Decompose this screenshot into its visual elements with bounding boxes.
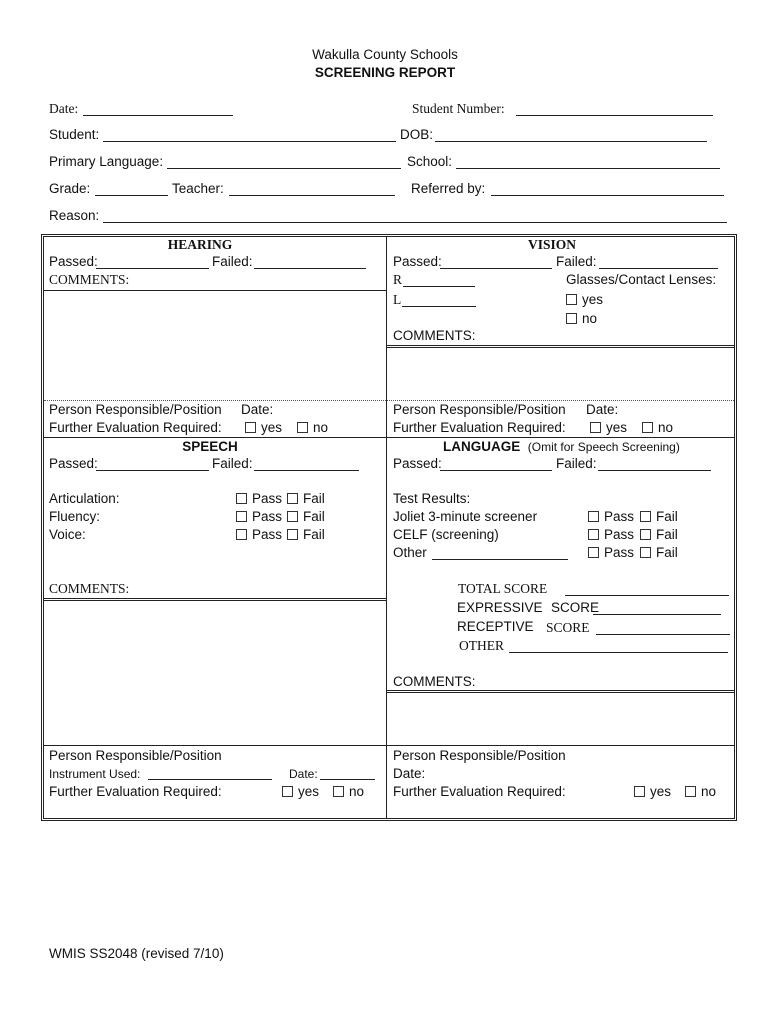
voice-pass-checkbox[interactable] bbox=[236, 529, 247, 540]
speech-item-fluency: Fluency: bbox=[49, 509, 101, 524]
vision-yes-label: yes bbox=[606, 420, 628, 435]
other-score-field[interactable] bbox=[509, 652, 728, 653]
speech-date-label: Date: bbox=[289, 767, 318, 781]
speech-yes-checkbox[interactable] bbox=[282, 786, 293, 797]
vision-no-checkbox[interactable] bbox=[642, 422, 653, 433]
reason-field[interactable] bbox=[103, 222, 727, 223]
other-score-label: OTHER bbox=[459, 638, 504, 653]
celf-fail-checkbox[interactable] bbox=[640, 529, 651, 540]
fail-label: Fail bbox=[303, 509, 325, 524]
language-title: LANGUAGE bbox=[443, 439, 521, 454]
pass-label: Pass bbox=[604, 509, 635, 524]
other-pass[interactable] bbox=[588, 545, 634, 561]
language-further-yes[interactable] bbox=[634, 784, 671, 800]
fail-label: Fail bbox=[303, 527, 325, 542]
hearing-no-label: no bbox=[313, 420, 329, 435]
speech-item-articulation: Articulation: bbox=[49, 491, 120, 506]
celf-fail[interactable] bbox=[640, 527, 678, 543]
glasses-no-label: no bbox=[582, 311, 598, 326]
school-label: School: bbox=[407, 154, 453, 169]
vision-l-field[interactable] bbox=[402, 306, 476, 307]
speech-failed-label: Failed: bbox=[212, 456, 253, 471]
other-fail-checkbox[interactable] bbox=[640, 547, 651, 558]
vision-passed-label: Passed: bbox=[393, 254, 442, 269]
vision-further-yes[interactable] bbox=[590, 420, 627, 436]
voice-fail-checkbox[interactable] bbox=[287, 529, 298, 540]
language-heading bbox=[443, 439, 680, 455]
speech-comments-end bbox=[44, 745, 386, 746]
speech-failed-field[interactable] bbox=[254, 470, 359, 471]
vision-glasses-yes[interactable] bbox=[566, 292, 603, 308]
page-title: SCREENING REPORT bbox=[314, 65, 456, 80]
language-yes-checkbox[interactable] bbox=[634, 786, 645, 797]
hearing-comments-divider bbox=[44, 290, 386, 291]
voice-pass[interactable] bbox=[236, 527, 282, 543]
form-id: WMIS SS2048 (revised 7/10) bbox=[49, 946, 224, 961]
total-score-field[interactable] bbox=[565, 595, 729, 596]
joliet-pass[interactable] bbox=[588, 509, 634, 525]
reason-label: Reason: bbox=[49, 208, 100, 223]
vision-comments-end bbox=[387, 400, 734, 401]
vision-r-field[interactable] bbox=[403, 286, 475, 287]
expressive-label: EXPRESSIVE bbox=[457, 600, 543, 615]
hearing-yes-checkbox[interactable] bbox=[245, 422, 256, 433]
fluency-pass-checkbox[interactable] bbox=[236, 511, 247, 522]
vision-passed-field[interactable] bbox=[440, 268, 552, 269]
pass-label: Pass bbox=[252, 527, 283, 542]
vision-yes-checkbox[interactable] bbox=[590, 422, 601, 433]
dob-label: DOB: bbox=[400, 127, 434, 142]
test-joliet: Joliet 3-minute screener bbox=[393, 509, 538, 524]
celf-pass[interactable] bbox=[588, 527, 634, 543]
joliet-fail[interactable] bbox=[640, 509, 678, 525]
test-results-label: Test Results: bbox=[393, 491, 471, 506]
grade-field[interactable] bbox=[95, 195, 168, 196]
pass-label: Pass bbox=[604, 527, 635, 542]
vision-comments-label: COMMENTS: bbox=[393, 328, 476, 343]
language-further-no[interactable] bbox=[685, 784, 716, 800]
language-no-label: no bbox=[701, 784, 717, 799]
test-other: Other bbox=[393, 545, 427, 560]
grade-label: Grade: bbox=[49, 181, 91, 196]
vision-person-label: Person Responsible/Position bbox=[393, 402, 566, 417]
speech-comments-label: COMMENTS: bbox=[49, 581, 130, 596]
school-field[interactable] bbox=[456, 168, 720, 169]
speech-further-yes[interactable] bbox=[282, 784, 319, 800]
glasses-no-checkbox[interactable] bbox=[566, 313, 577, 324]
language-note: (Omit for Speech Screening) bbox=[527, 440, 680, 454]
joliet-fail-checkbox[interactable] bbox=[640, 511, 651, 522]
hearing-passed-field[interactable] bbox=[96, 268, 209, 269]
vision-title: VISION bbox=[527, 237, 576, 252]
speech-comments-divider-2 bbox=[44, 600, 386, 601]
language-person-label: Person Responsible/Position bbox=[393, 748, 566, 763]
language-comments-divider bbox=[387, 690, 734, 691]
fail-label: Fail bbox=[656, 545, 678, 560]
language-further-label: Further Evaluation Required: bbox=[393, 784, 566, 799]
hearing-further-yes[interactable] bbox=[245, 420, 282, 436]
hearing-comments-label: COMMENTS: bbox=[49, 272, 130, 287]
fluency-pass[interactable] bbox=[236, 509, 282, 525]
speech-comments-divider bbox=[44, 598, 386, 599]
speech-title: SPEECH bbox=[182, 439, 238, 454]
vision-glasses-no[interactable] bbox=[566, 311, 597, 327]
vision-r-label: R bbox=[393, 272, 403, 287]
date-field[interactable] bbox=[83, 115, 233, 116]
hearing-failed-field[interactable] bbox=[254, 268, 366, 269]
expressive-score-label: SCORE bbox=[551, 600, 600, 615]
vision-comments-divider-top bbox=[387, 345, 734, 346]
language-date-label: Date: bbox=[393, 766, 426, 781]
joliet-pass-checkbox[interactable] bbox=[588, 511, 599, 522]
pass-label: Pass bbox=[604, 545, 635, 560]
speech-date-field[interactable] bbox=[320, 779, 375, 780]
hearing-comments-end bbox=[44, 400, 386, 401]
hearing-date-label: Date: bbox=[241, 402, 274, 417]
student-field[interactable] bbox=[103, 141, 396, 142]
fluency-fail-checkbox[interactable] bbox=[287, 511, 298, 522]
articulation-pass-checkbox[interactable] bbox=[236, 493, 247, 504]
articulation-pass[interactable] bbox=[236, 491, 282, 507]
vision-further-label: Further Evaluation Required: bbox=[393, 420, 566, 435]
vision-failed-field[interactable] bbox=[599, 268, 718, 269]
vision-no-label: no bbox=[658, 420, 674, 435]
speech-instrument-field[interactable] bbox=[148, 779, 272, 780]
other-pass-checkbox[interactable] bbox=[588, 547, 599, 558]
hearing-further-label: Further Evaluation Required: bbox=[49, 420, 222, 435]
hearing-person-label: Person Responsible/Position bbox=[49, 402, 222, 417]
language-yes-label: yes bbox=[650, 784, 672, 799]
language-comments-divider-2 bbox=[387, 692, 734, 693]
speech-passed-field[interactable] bbox=[96, 470, 209, 471]
vision-further-no[interactable] bbox=[642, 420, 673, 436]
hearing-no-checkbox[interactable] bbox=[297, 422, 308, 433]
student-number-label: Student Number: bbox=[412, 101, 505, 116]
fail-label: Fail bbox=[303, 491, 325, 506]
speech-yes-label: yes bbox=[298, 784, 320, 799]
primary-language-field[interactable] bbox=[167, 168, 401, 169]
fluency-fail[interactable] bbox=[287, 509, 325, 525]
vision-bottom-divider bbox=[387, 437, 734, 438]
vision-comments-divider bbox=[387, 347, 734, 348]
total-score-label: TOTAL SCORE bbox=[458, 581, 548, 596]
language-failed-field[interactable] bbox=[598, 470, 711, 471]
hearing-bottom-divider bbox=[44, 437, 386, 438]
vision-date-label: Date: bbox=[586, 402, 619, 417]
teacher-field[interactable] bbox=[229, 195, 395, 196]
test-other-field[interactable] bbox=[432, 559, 568, 560]
celf-pass-checkbox[interactable] bbox=[588, 529, 599, 540]
vision-failed-label: Failed: bbox=[556, 254, 597, 269]
org-name: Wakulla County Schools bbox=[312, 47, 458, 62]
hearing-yes-label: yes bbox=[261, 420, 283, 435]
other-fail[interactable] bbox=[640, 545, 678, 561]
dob-field[interactable] bbox=[435, 141, 707, 142]
hearing-further-no[interactable] bbox=[297, 420, 328, 436]
articulation-fail-checkbox[interactable] bbox=[287, 493, 298, 504]
teacher-label: Teacher: bbox=[172, 181, 224, 196]
speech-no-label: no bbox=[349, 784, 365, 799]
speech-no-checkbox[interactable] bbox=[333, 786, 344, 797]
referred-by-field[interactable] bbox=[491, 195, 724, 196]
student-number-field[interactable] bbox=[516, 115, 713, 116]
language-comments-end bbox=[387, 745, 734, 746]
hearing-failed-label: Failed: bbox=[212, 254, 253, 269]
student-label: Student: bbox=[49, 127, 100, 142]
language-comments-label: COMMENTS: bbox=[393, 674, 476, 689]
language-failed-label: Failed: bbox=[556, 456, 597, 471]
test-celf: CELF (screening) bbox=[393, 527, 499, 542]
pass-label: Pass bbox=[252, 491, 283, 506]
language-passed-field[interactable] bbox=[440, 470, 552, 471]
speech-item-voice: Voice: bbox=[49, 527, 86, 542]
hearing-passed-label: Passed: bbox=[49, 254, 98, 269]
referred-by-label: Referred by: bbox=[411, 181, 486, 196]
glasses-yes-label: yes bbox=[582, 292, 604, 307]
date-label: Date: bbox=[49, 101, 79, 116]
speech-further-no[interactable] bbox=[333, 784, 364, 800]
voice-fail[interactable] bbox=[287, 527, 325, 543]
primary-language-label: Primary Language: bbox=[49, 154, 164, 169]
fail-label: Fail bbox=[656, 527, 678, 542]
speech-further-label: Further Evaluation Required: bbox=[49, 784, 222, 799]
speech-passed-label: Passed: bbox=[49, 456, 98, 471]
speech-person-label: Person Responsible/Position bbox=[49, 748, 222, 763]
vision-l-label: L bbox=[393, 292, 402, 307]
column-divider bbox=[386, 236, 387, 818]
language-passed-label: Passed: bbox=[393, 456, 442, 471]
articulation-fail[interactable] bbox=[287, 491, 325, 507]
vision-glasses-label: Glasses/Contact Lenses: bbox=[566, 272, 717, 287]
glasses-yes-checkbox[interactable] bbox=[566, 294, 577, 305]
receptive-label: RECEPTIVE bbox=[457, 619, 534, 634]
receptive-score-label: SCORE bbox=[546, 620, 590, 635]
hearing-title: HEARING bbox=[167, 237, 233, 252]
language-no-checkbox[interactable] bbox=[685, 786, 696, 797]
expressive-score-field[interactable] bbox=[593, 614, 721, 615]
speech-instrument-label: Instrument Used: bbox=[49, 767, 141, 781]
receptive-score-field[interactable] bbox=[596, 634, 730, 635]
fail-label: Fail bbox=[656, 509, 678, 524]
pass-label: Pass bbox=[252, 509, 283, 524]
